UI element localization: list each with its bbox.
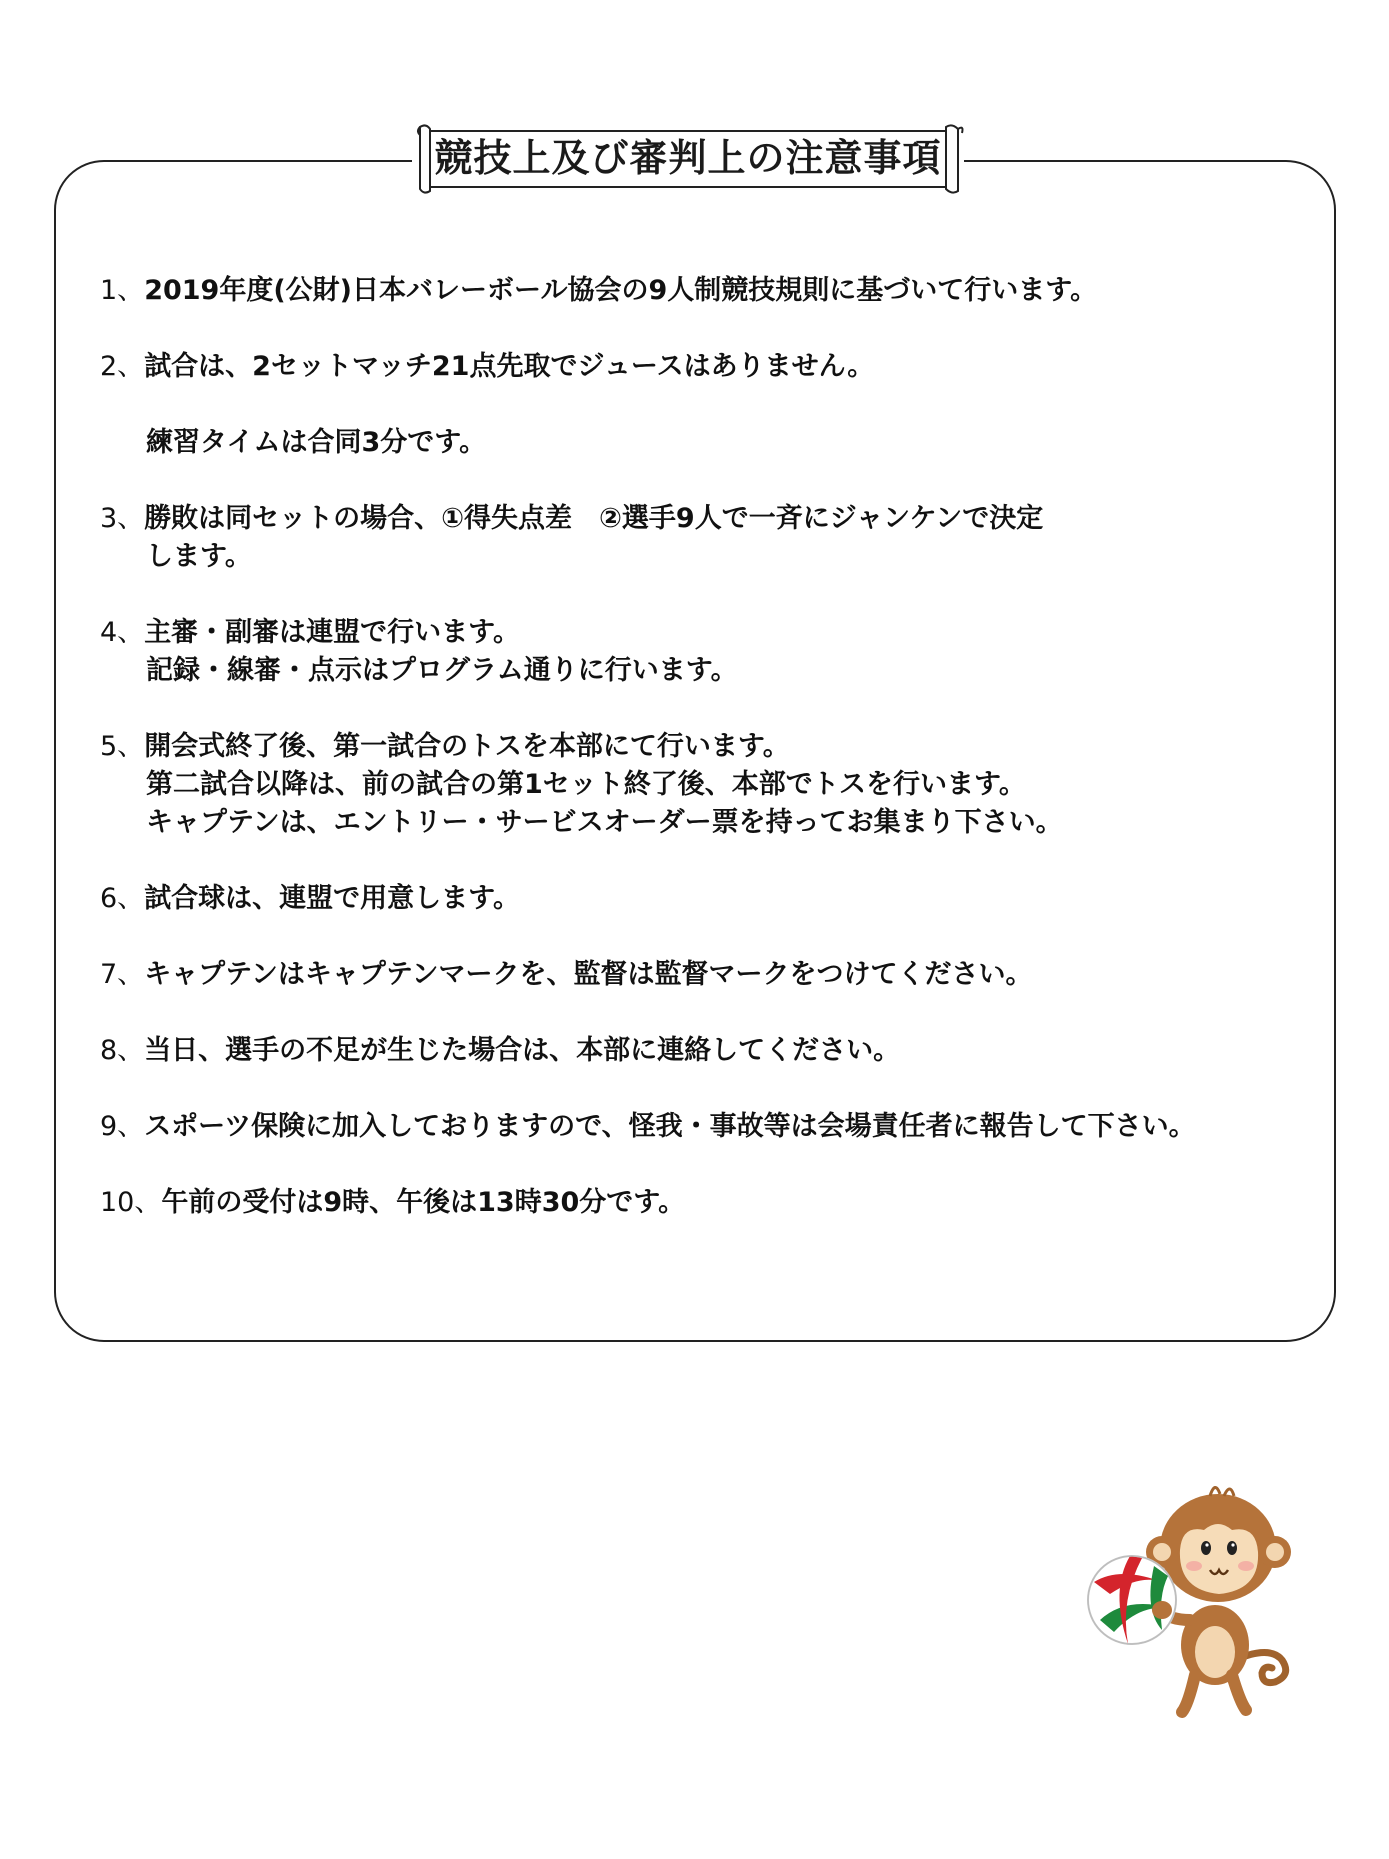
item-text: 練習タイムは合同3分です。 [146,427,487,458]
notice-item-6 [100,880,520,918]
item-text: 当日、選手の不足が生じた場合は、本部に連絡してください。 [144,1035,901,1066]
item-number: 6、 [100,883,145,914]
notice-item-4 [100,614,738,690]
item-text: 試合球は、連盟で用意します。 [144,883,521,914]
item-text: スポーツ保険に加入しておりますので、怪我・事故等は会場責任者に報告して下さい。 [144,1111,1196,1142]
notice-item-10 [100,1184,685,1222]
item-number: 1、 [100,275,145,306]
notice-item-9 [100,1108,1196,1146]
item-text: 開会式終了後、第一試合のトスを本部にて行います。 [144,731,790,762]
monkey-with-volleyball-icon [1070,1470,1310,1720]
item-number: 3、 [100,503,145,534]
item-number: 2、 [100,351,145,382]
item-text-continued: します。 [146,541,252,572]
item-number: 9、 [100,1111,145,1142]
item-text: 午前の受付は9時、午後は13時30分です。 [161,1187,686,1218]
item-text: 2019年度(公財)日本バレーボール協会の9人制競技規則に基づいて行います。 [144,275,1098,306]
notice-item-8 [100,1032,900,1070]
item-number: 4、 [100,617,145,648]
item-text: キャプテンはキャプテンマークを、監督は監督マークをつけてください。 [144,959,1033,990]
page-title: 競技上及び審判上の注意事項 [434,135,942,180]
item-text: 主審・副審は連盟で行います。 [144,617,521,648]
item-number: 10、 [100,1187,162,1218]
item-number: 5、 [100,731,145,762]
item-text-continued: 第二試合以降は、前の試合の第1セット終了後、本部でトスを行います。 [146,769,1026,800]
notice-item-2-continued [100,424,486,462]
notice-item-3 [100,500,1043,576]
notice-item-2 [100,348,874,386]
item-text: 勝敗は同セットの場合、①得失点差 ②選手9人で一斉にジャンケンで決定 [144,503,1044,534]
notice-item-7 [100,956,1033,994]
title-banner [412,121,964,195]
item-text-continued: キャプテンは、エントリー・サービスオーダー票を持ってお集まり下さい。 [146,807,1063,838]
notice-item-5 [100,728,1063,842]
item-number: 7、 [100,959,145,990]
notice-item-1 [100,272,1097,310]
item-text: 試合は、2セットマッチ21点先取でジュースはありません。 [144,351,875,382]
monkey-illustration [1070,1470,1310,1720]
item-number: 8、 [100,1035,145,1066]
item-text-continued: 記録・線審・点示はプログラム通りに行います。 [146,655,738,686]
